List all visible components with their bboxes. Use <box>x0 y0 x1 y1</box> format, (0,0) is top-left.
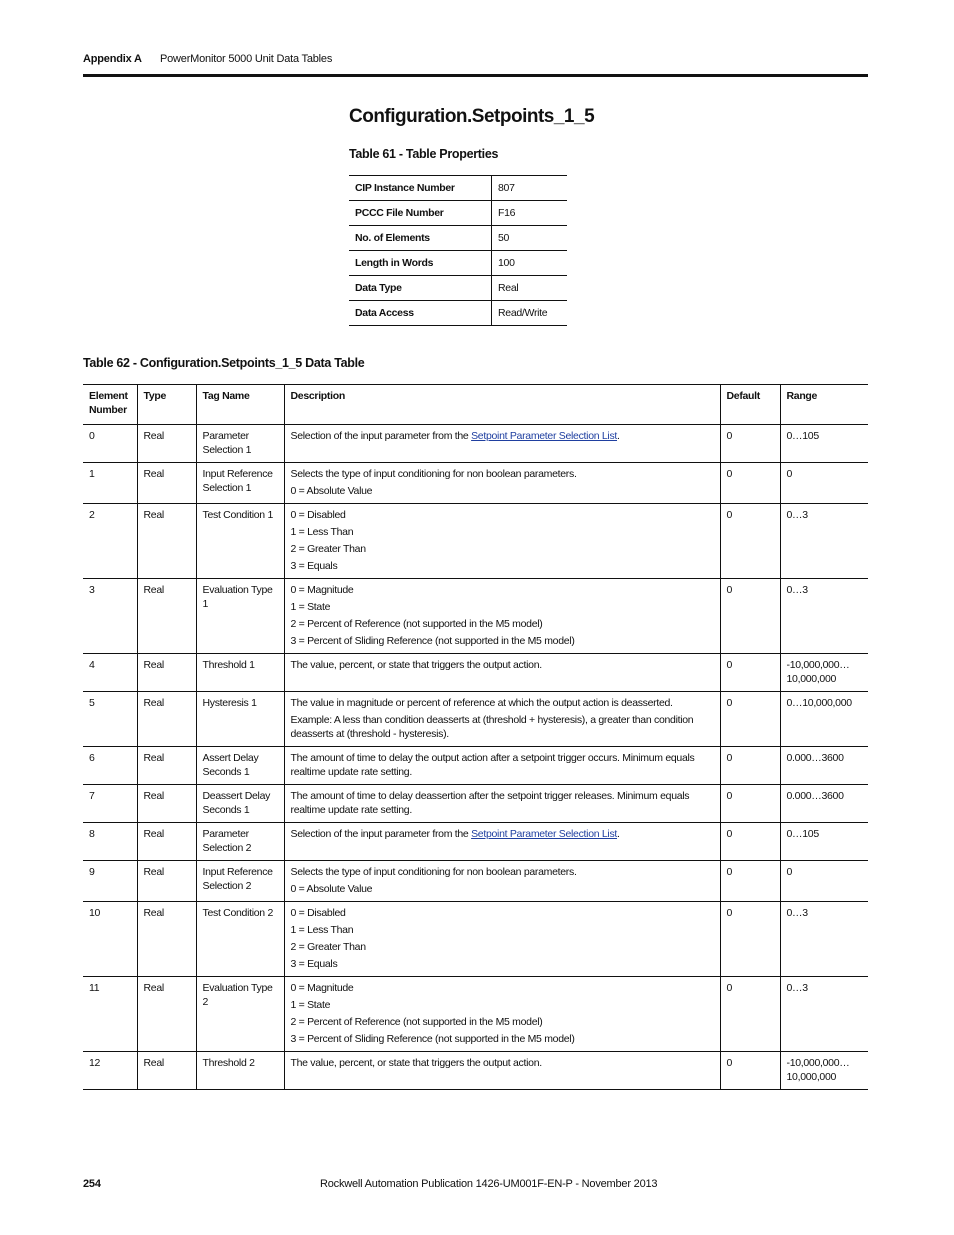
property-row <box>349 226 567 251</box>
cell-type: Real <box>137 902 196 977</box>
cell-tag-name: Threshold 1 <box>196 654 284 692</box>
cell-tag-name: Assert Delay Seconds 1 <box>196 747 284 785</box>
property-row <box>349 301 567 326</box>
page-title: Configuration.Setpoints_1_5 <box>349 106 595 127</box>
description-line: The value, percent, or state that triggers the output action. <box>290 1057 542 1069</box>
description-line: 0 = Absolute Value <box>290 485 373 497</box>
description-line: Example: A less than condition deasserts at (threshold + hysteresis), a greater than condition deasserts at (threshold - hysteresis). <box>290 714 694 740</box>
table61-caption: Table 61 - Table Properties <box>349 147 499 161</box>
property-key: Length in Words <box>349 251 492 276</box>
table-row <box>83 579 868 654</box>
table-row <box>83 747 868 785</box>
property-value: F16 <box>492 201 568 226</box>
header-range: Range <box>780 385 868 425</box>
setpoint-parameter-link[interactable]: Setpoint Parameter Selection List <box>471 430 618 442</box>
cell-range: 0 <box>780 861 868 902</box>
cell-element-number: 8 <box>83 823 137 861</box>
cell-description <box>284 902 720 977</box>
description-line: 0 = Disabled <box>290 907 346 919</box>
description-line: Selects the type of input conditioning for non boolean parameters. <box>290 468 577 480</box>
header-type: Type <box>137 385 196 425</box>
cell-tag-name: Test Condition 1 <box>196 504 284 579</box>
description-line: 0 = Magnitude <box>290 584 354 596</box>
cell-element-number: 11 <box>83 977 137 1052</box>
cell-description <box>284 977 720 1052</box>
cell-description <box>284 654 720 692</box>
table-properties <box>349 175 567 326</box>
cell-type: Real <box>137 463 196 504</box>
table-row <box>83 823 868 861</box>
description-line: 2 = Greater Than <box>290 941 366 953</box>
cell-element-number: 10 <box>83 902 137 977</box>
cell-type: Real <box>137 692 196 747</box>
cell-range: 0…3 <box>780 579 868 654</box>
property-value: 50 <box>492 226 568 251</box>
description-line: 0 = Magnitude <box>290 982 354 994</box>
table62-caption: Table 62 - Configuration.Setpoints_1_5 Data Table <box>83 356 365 370</box>
cell-description <box>284 579 720 654</box>
description-line: 3 = Equals <box>290 958 338 970</box>
cell-default: 0 <box>720 861 780 902</box>
cell-default: 0 <box>720 902 780 977</box>
description-text: . <box>617 828 620 840</box>
header-tag-name: Tag Name <box>196 385 284 425</box>
cell-type: Real <box>137 504 196 579</box>
cell-default: 0 <box>720 654 780 692</box>
cell-range: 0…3 <box>780 504 868 579</box>
cell-tag-name: Hysteresis 1 <box>196 692 284 747</box>
cell-type: Real <box>137 1052 196 1090</box>
data-table <box>83 384 868 1090</box>
cell-default: 0 <box>720 692 780 747</box>
cell-element-number: 2 <box>83 504 137 579</box>
page-header <box>83 53 333 65</box>
cell-element-number: 12 <box>83 1052 137 1090</box>
cell-type: Real <box>137 654 196 692</box>
cell-default: 0 <box>720 823 780 861</box>
description-line: 0 = Disabled <box>290 509 346 521</box>
table-row <box>83 977 868 1052</box>
description-line: 1 = State <box>290 601 331 613</box>
property-value: 807 <box>492 176 568 201</box>
cell-default: 0 <box>720 579 780 654</box>
property-key: No. of Elements <box>349 226 492 251</box>
cell-type: Real <box>137 425 196 463</box>
setpoint-parameter-link[interactable]: Setpoint Parameter Selection List <box>471 828 618 840</box>
cell-type: Real <box>137 861 196 902</box>
table-row <box>83 504 868 579</box>
cell-description <box>284 1052 720 1090</box>
description-line: 0 = Absolute Value <box>290 883 373 895</box>
header-element-number: Element Number <box>83 385 137 425</box>
cell-range: 0.000…3600 <box>780 747 868 785</box>
table-row <box>83 785 868 823</box>
cell-description <box>284 823 720 861</box>
cell-default: 0 <box>720 747 780 785</box>
property-key: PCCC File Number <box>349 201 492 226</box>
data-table-header-row <box>83 385 868 425</box>
description-line: 3 = Percent of Sliding Reference (not supported in the M5 model) <box>290 635 575 647</box>
section-title: PowerMonitor 5000 Unit Data Tables <box>160 53 333 65</box>
description-text: . <box>617 430 620 442</box>
cell-element-number: 4 <box>83 654 137 692</box>
description-text: Selection of the input parameter from the <box>290 430 472 442</box>
cell-default: 0 <box>720 425 780 463</box>
table-row <box>83 861 868 902</box>
cell-tag-name: Parameter Selection 2 <box>196 823 284 861</box>
cell-description <box>284 747 720 785</box>
cell-description <box>284 861 720 902</box>
cell-tag-name: Evaluation Type 1 <box>196 579 284 654</box>
cell-element-number: 7 <box>83 785 137 823</box>
cell-tag-name: Deassert Delay Seconds 1 <box>196 785 284 823</box>
cell-element-number: 0 <box>83 425 137 463</box>
property-value: Read/Write <box>492 301 568 326</box>
cell-type: Real <box>137 579 196 654</box>
property-key: CIP Instance Number <box>349 176 492 201</box>
cell-default: 0 <box>720 504 780 579</box>
cell-tag-name: Parameter Selection 1 <box>196 425 284 463</box>
property-row <box>349 276 567 301</box>
description-line: 1 = State <box>290 999 331 1011</box>
cell-element-number: 1 <box>83 463 137 504</box>
table-row <box>83 425 868 463</box>
cell-default: 0 <box>720 463 780 504</box>
cell-range: 0 <box>780 463 868 504</box>
cell-type: Real <box>137 823 196 861</box>
property-row <box>349 176 567 201</box>
property-value: Real <box>492 276 568 301</box>
cell-range: 0…3 <box>780 977 868 1052</box>
cell-range: 0…10,000,000 <box>780 692 868 747</box>
table-row <box>83 654 868 692</box>
description-line: The value in magnitude or percent of reference at which the output action is deasserted. <box>290 697 673 709</box>
cell-range: 0.000…3600 <box>780 785 868 823</box>
cell-element-number: 6 <box>83 747 137 785</box>
property-row <box>349 251 567 276</box>
description-line: 3 = Percent of Sliding Reference (not supported in the M5 model) <box>290 1033 575 1045</box>
cell-element-number: 3 <box>83 579 137 654</box>
header-rule <box>83 74 868 77</box>
cell-element-number: 5 <box>83 692 137 747</box>
publication-info: Rockwell Automation Publication 1426-UM001F-EN-P - November 2013 <box>320 1178 658 1190</box>
table-row <box>83 463 868 504</box>
property-key: Data Access <box>349 301 492 326</box>
description-text: Selection of the input parameter from the <box>290 828 472 840</box>
property-key: Data Type <box>349 276 492 301</box>
description-line: 2 = Percent of Reference (not supported in the M5 model) <box>290 1016 543 1028</box>
cell-description <box>284 425 720 463</box>
description-line: 3 = Equals <box>290 560 338 572</box>
description-line: 2 = Percent of Reference (not supported in the M5 model) <box>290 618 543 630</box>
cell-type: Real <box>137 747 196 785</box>
description-line: 2 = Greater Than <box>290 543 366 555</box>
table-row <box>83 902 868 977</box>
cell-type: Real <box>137 785 196 823</box>
description-line: 1 = Less Than <box>290 924 354 936</box>
description-line <box>291 429 714 443</box>
description-line: The value, percent, or state that triggers the output action. <box>290 659 542 671</box>
cell-range: 0…105 <box>780 823 868 861</box>
table-row <box>83 1052 868 1090</box>
cell-default: 0 <box>720 1052 780 1090</box>
cell-range: 0…105 <box>780 425 868 463</box>
cell-type: Real <box>137 977 196 1052</box>
cell-default: 0 <box>720 977 780 1052</box>
description-line: Selects the type of input conditioning for non boolean parameters. <box>290 866 577 878</box>
cell-description <box>284 504 720 579</box>
header-default: Default <box>720 385 780 425</box>
property-row <box>349 201 567 226</box>
description-line <box>291 827 714 841</box>
description-line: 1 = Less Than <box>290 526 354 538</box>
property-value: 100 <box>492 251 568 276</box>
cell-element-number: 9 <box>83 861 137 902</box>
cell-tag-name: Input Reference Selection 2 <box>196 861 284 902</box>
cell-range: -10,000,000…10,000,000 <box>780 1052 868 1090</box>
appendix-label: Appendix A <box>83 53 142 65</box>
cell-tag-name: Test Condition 2 <box>196 902 284 977</box>
cell-range: 0…3 <box>780 902 868 977</box>
cell-range: -10,000,000…10,000,000 <box>780 654 868 692</box>
cell-description <box>284 785 720 823</box>
cell-default: 0 <box>720 785 780 823</box>
cell-description <box>284 692 720 747</box>
description-line: The amount of time to delay the output action after a setpoint trigger occurs. Minimum equals realtime update rate setting. <box>290 752 695 778</box>
description-line: The amount of time to delay deassertion after the setpoint trigger releases. Minimum equals realtime update rate setting. <box>290 790 690 816</box>
cell-tag-name: Evaluation Type 2 <box>196 977 284 1052</box>
cell-description <box>284 463 720 504</box>
table-row <box>83 692 868 747</box>
header-description: Description <box>284 385 720 425</box>
cell-tag-name: Input Reference Selection 1 <box>196 463 284 504</box>
cell-tag-name: Threshold 2 <box>196 1052 284 1090</box>
page-number: 254 <box>83 1178 101 1190</box>
